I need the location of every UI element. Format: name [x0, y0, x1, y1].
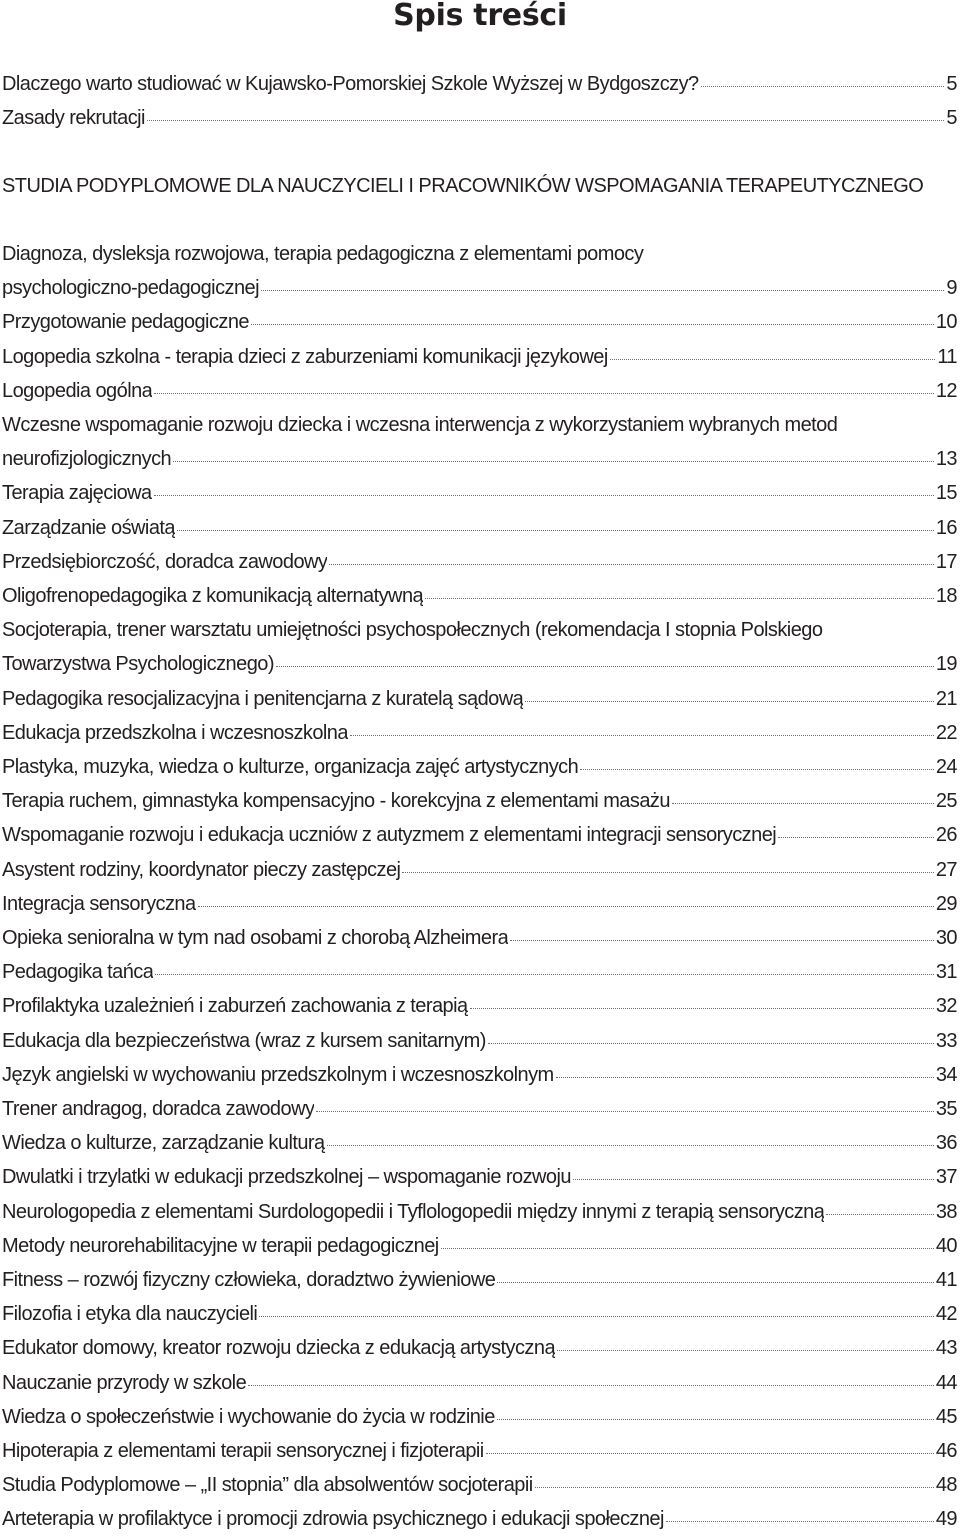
toc-entry-page-number: 25: [935, 790, 957, 813]
toc-entry-page-number: 34: [935, 1063, 957, 1086]
dot-leader: [173, 460, 934, 462]
dot-leader: [488, 1042, 934, 1044]
toc-entry-line: [2, 476, 957, 510]
toc-entry-page-number: 10: [935, 311, 957, 334]
toc-entry-line: [2, 374, 957, 408]
dot-leader: [525, 700, 934, 702]
toc-entry[interactable]: [2, 237, 957, 305]
toc-entry-title: psychologiczno-pedagogicznej: [2, 277, 260, 300]
toc-entry-title: Neurologopedia z elementami Surdologopedii i Tyflologopedii między innymi z terapią sensoryczną: [2, 1200, 825, 1223]
toc-entry-title: Zarządzanie oświatą: [2, 516, 175, 539]
toc-entry-line: [2, 1400, 957, 1434]
toc-entry-line: [2, 1434, 957, 1468]
dot-leader: [329, 563, 933, 565]
toc-entry-page-number: 5: [946, 73, 957, 95]
toc-entry-title: Edukator domowy, kreator rozwoju dziecka z edukacją artystyczną: [2, 1337, 556, 1360]
dot-leader: [666, 1520, 934, 1522]
toc-entry-title: Przedsiębiorczość, doradca zawodowy: [2, 550, 328, 573]
toc-entry-line: [2, 442, 957, 476]
toc-entry-line: [2, 1126, 957, 1160]
toc-entry-page-number: 48: [935, 1474, 957, 1497]
toc-entry[interactable]: [2, 1160, 957, 1194]
toc-entry-line: [2, 1502, 957, 1536]
toc-entry-line: [2, 579, 957, 613]
dot-leader: [497, 1281, 934, 1283]
toc-entry-title: Logopedia szkolna - terapia dzieci z zaburzeniami komunikacji językowej: [2, 345, 608, 368]
dot-leader: [672, 802, 934, 804]
toc-entry-title: Arteterapia w profilaktyce i promocji zdrowia psychicznego i edukacji społecznej: [2, 1508, 664, 1531]
toc-entry-page-number: 43: [935, 1337, 957, 1360]
toc-entry[interactable]: [2, 989, 957, 1023]
toc-entry-title-first-line: Diagnoza, dysleksja rozwojowa, terapia pedagogiczna z elementami pomocy: [2, 243, 644, 265]
toc-entry-line: [2, 1160, 957, 1194]
toc-entry-page-number: 32: [935, 995, 957, 1018]
toc-entry-line: [2, 1297, 957, 1331]
toc-entry-line: [2, 1092, 957, 1126]
toc-entry-page-number: 44: [935, 1371, 957, 1394]
toc-entry[interactable]: [2, 1434, 957, 1468]
toc-entry[interactable]: [2, 1229, 957, 1263]
toc-entry-title: Wspomaganie rozwoju i edukacja uczniów z autyzmem z elementami integracji sensorycznej: [2, 824, 777, 847]
toc-entry-page-number: 21: [935, 687, 957, 710]
toc-entry-title: Trener andragog, doradca zawodowy: [2, 1098, 315, 1120]
toc-entry[interactable]: [2, 545, 957, 579]
toc-entry-title: Studia Podyplomowe – „II stopnia” dla absolwentów socjoterapii: [2, 1474, 533, 1497]
toc-entry-page-number: 19: [935, 653, 957, 676]
toc-entry-page-number: 29: [935, 892, 957, 915]
toc-entry-title: Pedagogika tańca: [2, 961, 154, 984]
toc-entry-line: [2, 887, 957, 921]
toc-entry[interactable]: [2, 374, 957, 408]
toc-entry-line: [2, 1468, 957, 1502]
toc-entry[interactable]: [2, 921, 957, 955]
toc-entry-line: [2, 647, 957, 681]
toc-entry[interactable]: [2, 1331, 957, 1365]
dot-leader: [486, 1452, 934, 1454]
toc-entry-title: neurofizjologicznych: [2, 448, 172, 471]
toc-entry-page-number: 9: [946, 277, 957, 300]
toc-entry-title: Metody neurorehabilitacyjne w terapii pedagogicznej: [2, 1234, 439, 1257]
toc-entry-page-number: 45: [935, 1405, 957, 1428]
toc-entry-page-number: 33: [935, 1029, 957, 1052]
toc-entry[interactable]: [2, 408, 957, 476]
dot-leader: [177, 529, 934, 531]
toc-entry-line: [2, 750, 957, 784]
toc-entry-title: Wiedza o społeczeństwie i wychowanie do życia w rodzinie: [2, 1405, 495, 1428]
toc-entry[interactable]: [2, 853, 957, 887]
toc-entry[interactable]: [2, 1195, 957, 1229]
toc-entry-page-number: 41: [935, 1269, 957, 1291]
toc-entry-line: [2, 784, 957, 818]
toc-entry[interactable]: [2, 955, 957, 989]
toc-entry-line: [2, 1058, 957, 1092]
toc-entry[interactable]: [2, 716, 957, 750]
toc-entry-line: [2, 101, 957, 135]
toc-entry-line: [2, 1366, 957, 1400]
toc-entry-title: Integracja sensoryczna: [2, 892, 196, 915]
dot-leader: [510, 939, 934, 941]
toc-entry-line: [2, 921, 957, 955]
dot-leader: [154, 392, 934, 394]
toc-entry-title: Wiedza o kulturze, zarządzanie kulturą: [2, 1132, 325, 1155]
dot-leader: [701, 85, 945, 87]
toc-entry-page-number: 22: [935, 721, 957, 744]
section-heading: STUDIA PODYPLOMOWE DLA NAUCZYCIELI I PRACOWNIKÓW WSPOMAGANIA TERAPEUTYCZNEGO: [2, 175, 924, 197]
dot-leader: [198, 905, 934, 907]
toc-entry[interactable]: [2, 818, 957, 852]
toc-entry-title: Nauczanie przyrody w szkole: [2, 1371, 247, 1394]
toc-entry[interactable]: [2, 305, 957, 339]
dot-leader: [497, 1418, 934, 1420]
toc-entry-line: [2, 1263, 957, 1297]
toc-entry-title: Edukacja przedszkolna i wczesnoszkolna: [2, 721, 348, 744]
toc-entry[interactable]: [2, 340, 957, 374]
toc-entry-line: [2, 989, 957, 1023]
toc-entry-page-number: 30: [935, 927, 957, 949]
toc-entry-page-number: 46: [935, 1440, 957, 1462]
toc-entry-line: [2, 1229, 957, 1263]
toc-entry-line: [2, 1195, 957, 1229]
dot-leader: [402, 871, 933, 873]
dot-leader: [556, 1076, 934, 1078]
dot-leader: [425, 597, 934, 599]
toc-entry-title: Przygotowanie pedagogiczne: [2, 311, 249, 334]
toc-entry-line: [2, 682, 957, 716]
toc-entry-line: [2, 271, 957, 305]
toc-entry-title: Terapia ruchem, gimnastyka kompensacyjno - korekcyjna z elementami masażu: [2, 790, 670, 813]
toc-entry-line: [2, 1331, 957, 1365]
toc-entry-page-number: 27: [935, 858, 957, 881]
toc-entry-line: [2, 818, 957, 852]
toc-entry-title: Fitness – rozwój fizyczny człowieka, doradztwo żywieniowe: [2, 1269, 496, 1291]
toc-entry-page-number: 42: [935, 1303, 957, 1326]
dot-leader: [248, 1384, 934, 1386]
toc-entry-page-number: 5: [946, 107, 957, 130]
toc-entry-line: [2, 67, 957, 101]
toc-entry-page-number: 31: [935, 961, 957, 984]
toc-entry[interactable]: [2, 101, 957, 135]
dot-leader: [261, 289, 944, 291]
toc-entry-line: [2, 716, 957, 750]
toc-entry[interactable]: [2, 750, 957, 784]
dot-leader: [580, 768, 934, 770]
toc-entry-title: Towarzystwa Psychologicznego): [2, 653, 274, 676]
toc-entry-title: Plastyka, muzyka, wiedza o kulturze, organizacja zajęć artystycznych: [2, 756, 579, 778]
toc-entry-title: Oligofrenopedagogika z komunikacją alternatywną: [2, 585, 424, 607]
toc-entry-page-number: 15: [935, 482, 957, 505]
toc-entry[interactable]: [2, 1058, 957, 1092]
toc-entry-title-first-line: Wczesne wspomaganie rozwoju dziecka i wczesna interwencja z wykorzystaniem wybranych metod: [2, 414, 838, 436]
page-title: Spis treści: [393, 0, 567, 33]
dot-leader: [470, 1007, 934, 1009]
dot-leader: [147, 119, 944, 121]
toc-entry-title: Pedagogika resocjalizacyjna i penitencjarna z kuratelą sądową: [2, 687, 524, 710]
toc-entry-page-number: 16: [935, 516, 957, 539]
toc-entry[interactable]: [2, 1468, 957, 1502]
dot-leader: [610, 358, 936, 360]
toc-entry-page-number: 36: [935, 1132, 957, 1155]
dot-leader: [155, 973, 934, 975]
toc-entry[interactable]: [2, 67, 957, 101]
toc-entry[interactable]: [2, 1126, 957, 1160]
toc-entry[interactable]: [2, 1502, 957, 1536]
dot-leader: [251, 323, 934, 325]
toc-entry-title: Edukacja dla bezpieczeństwa (wraz z kursem sanitarnym): [2, 1029, 486, 1052]
toc-entry-line: [2, 955, 957, 989]
toc-entry[interactable]: [2, 613, 957, 681]
toc-entry-line: [2, 1024, 957, 1058]
toc-entry-title: Logopedia ogólna: [2, 379, 153, 402]
dot-leader: [778, 836, 934, 838]
toc-entry[interactable]: [2, 579, 957, 613]
toc-entry-title: Profilaktyka uzależnień i zaburzeń zachowania z terapią: [2, 995, 468, 1018]
toc-entry-page-number: 35: [935, 1098, 957, 1120]
toc-entry-line: [2, 305, 957, 339]
toc-entry[interactable]: [2, 1366, 957, 1400]
toc-entry[interactable]: [2, 1092, 957, 1126]
toc-entry-title: Terapia zajęciowa: [2, 482, 152, 505]
toc-entry-title: Filozofia i etyka dla nauczycieli: [2, 1303, 258, 1326]
toc-entry[interactable]: [2, 1297, 957, 1331]
dot-leader: [535, 1486, 934, 1488]
toc-entry-title: Opieka senioralna w tym nad osobami z chorobą Alzheimera: [2, 927, 509, 949]
dot-leader: [557, 1349, 934, 1351]
dot-leader: [441, 1247, 934, 1249]
toc-entry-title: Dlaczego warto studiować w Kujawsko-Pomorskiej Szkole Wyższej w Bydgoszczy?: [2, 73, 699, 95]
toc-entry-page-number: 17: [935, 550, 957, 573]
toc-entry-line: [2, 853, 957, 887]
toc-entry-line: [2, 511, 957, 545]
toc-entry[interactable]: [2, 1400, 957, 1434]
toc-entry[interactable]: [2, 784, 957, 818]
toc-entry[interactable]: [2, 511, 957, 545]
toc-entry[interactable]: [2, 1024, 957, 1058]
dot-leader: [154, 494, 934, 496]
dot-leader: [826, 1213, 934, 1215]
toc-entry-title-first-line: Socjoterapia, trener warsztatu umiejętności psychospołecznych (rekomendacja I stopnia Polskiego: [2, 619, 823, 642]
toc-entry-page-number: 40: [935, 1234, 957, 1257]
toc-entry-line: [2, 340, 957, 374]
toc-entry-page-number: 18: [935, 585, 957, 607]
toc-entry[interactable]: [2, 682, 957, 716]
dot-leader: [350, 734, 934, 736]
toc-entry-title: Asystent rodziny, koordynator pieczy zastępczej: [2, 858, 401, 881]
toc-entry-page-number: 37: [935, 1166, 957, 1189]
toc-entry-page-number: 49: [935, 1508, 957, 1531]
toc-entry[interactable]: [2, 476, 957, 510]
toc-entry-page-number: 38: [935, 1200, 957, 1223]
toc-entry[interactable]: [2, 1263, 957, 1297]
toc-entry-title: Język angielski w wychowaniu przedszkolnym i wczesnoszkolnym: [2, 1063, 554, 1086]
dot-leader: [573, 1178, 934, 1180]
toc-entry-page-number: 11: [937, 345, 957, 368]
toc-entry-line: [2, 545, 957, 579]
dot-leader: [316, 1110, 933, 1112]
toc-entry-title: Dwulatki i trzylatki w edukacji przedszkolnej – wspomaganie rozwoju: [2, 1166, 571, 1189]
toc-entry-page-number: 24: [935, 756, 957, 778]
toc-entry[interactable]: [2, 887, 957, 921]
dot-leader: [327, 1144, 934, 1146]
dot-leader: [276, 665, 934, 667]
dot-leader: [259, 1315, 934, 1317]
toc-entry-page-number: 13: [935, 448, 957, 471]
toc-entry-page-number: 12: [935, 379, 957, 402]
toc-entry-page-number: 26: [935, 824, 957, 847]
toc-entry-title: Hipoterapia z elementami terapii sensorycznej i fizjoterapii: [2, 1440, 484, 1462]
toc-entry-title: Zasady rekrutacji: [2, 107, 145, 130]
